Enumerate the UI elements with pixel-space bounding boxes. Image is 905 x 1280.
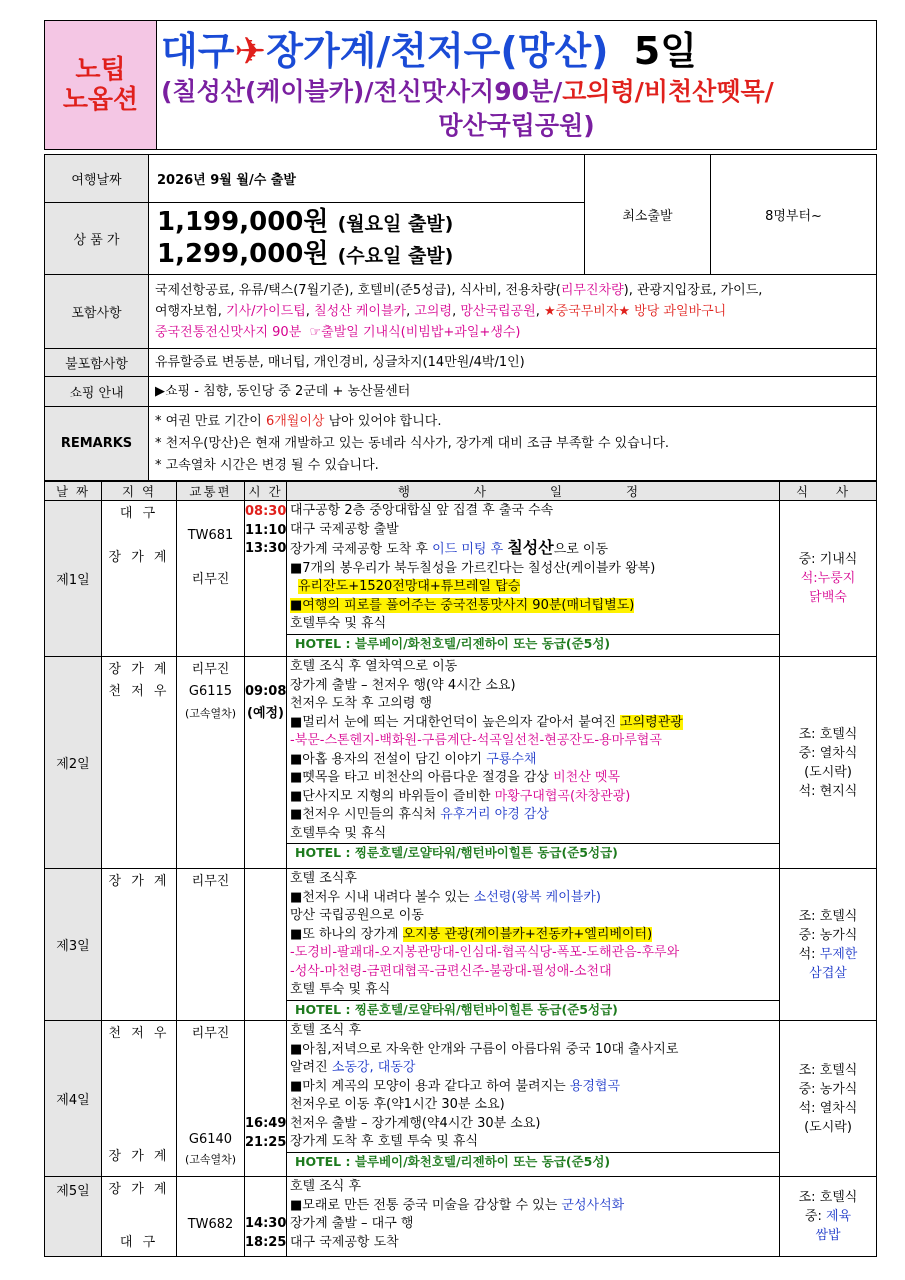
day-transport: TW681 리무진 [177,501,245,657]
day-meals: 조: 호텔식 중: 농가식 석: 열차식 (도시락) [780,1021,877,1177]
day-times: 09:08 (예정) [245,657,287,869]
day-meals: 조: 호텔식 중: 열차식 (도시락) 석: 현지식 [780,657,877,869]
airplane-icon: ✈ [234,29,267,73]
main-title [161,27,872,75]
schedule-table [44,481,877,1257]
itinerary-document [44,20,877,1257]
day-2-row [45,657,877,869]
day-meals: 조: 호텔식 중: 농가식 석: 무제한 삼겹살 [780,869,877,1021]
day-label: 제2일 [45,657,102,869]
day-times: 16:49 21:25 [245,1021,287,1177]
day-plan: 호텔 조식 후 ■모래로 만든 전통 중국 미술을 감상할 수 있는 군성사석화 장가계 출발 – 대구 행 대구 국제공항 도착 [287,1177,780,1257]
day-4-row [45,1021,877,1177]
day-times: 14:30 18:25 [245,1177,287,1257]
day-3-row [45,869,877,1021]
day-label: 제5일 [45,1177,102,1257]
day-label: 제1일 [45,501,102,657]
info-table [44,154,877,481]
price-wednesday: 1,299,000원 (수요일 출발) [157,238,454,269]
day-transport: TW682 [177,1177,245,1257]
day-1-row [45,501,877,657]
day-region: 장 가 계 대 구 [102,1177,177,1257]
day-label: 제3일 [45,869,102,1021]
subtitle-part-a: (칠성산(케이블카)/전신맛사지90분/ [161,77,563,106]
price-monday: 1,199,000원 (월요일 출발) [157,206,454,237]
day-plan: 호텔 조식 후 ■아침,저녁으로 자욱한 안개와 구름이 아름다워 중국 10대 출사지로 알려진 소동강, 대동강 ■마치 계곡의 모양이 용과 같다고 하여 불려지는 용경협곡 천저우로 이동 후(약1시간 30분 소요) 천저우 출발 – 장가계행(약4시간 30분 소요) 장가계 도착 후 호텔 투숙 및 휴식 HOTEL : 블루베이/화천호텔/리젠하이 또는 동급(준5성) [287,1021,780,1177]
day-plan: 대구공항 2층 중앙대합실 앞 집결 후 출국 수속 대구 국제공항 출발 장가계 국제공항 도착 후 이드 미팅 후 칠성산으로 이동 ■7개의 봉우리가 북두칠성을 가르킨다는 칠성산(케이블카 왕복) 유리잔도+1520전망대+튜브레일 탑승 ■여행의 피로를 풀어주는 중국전통맛사지 90분(매너팁별도) 호텔투숙 및 휴식 HOTEL : 블루베이/화천호텔/리젠하이 또는 동급(준5성) [287,501,780,657]
excluded-value: 유류할증료 변동분, 매너팁, 개인경비, 싱글차지(14만원/4박/1인) [149,349,877,377]
day-transport: 리무진 [177,869,245,1021]
shopping-value: ▶쇼핑 - 침향, 동인당 중 2군데 + 농산물센터 [149,377,877,407]
day-meals: 중: 기내식 석:누룽지 닭백숙 [780,501,877,657]
day-hotel: HOTEL : 블루베이/화천호텔/리젠하이 또는 동급(준5성) [287,634,779,654]
day-transport: 리무진 G6115 (고속열차) [177,657,245,869]
day-times [245,869,287,1021]
day-plan: 호텔 조식 후 열차역으로 이동 장가계 출발 – 천저우 행(약 4시간 소요) 천저우 도착 후 고의령 행 ■멀리서 눈에 띄는 거대한언덕이 높은의자 같아서 붙여진 고의령관광 -북문-스톤헨지-백화원-구름계단-석곡일선천-현공잔도-용마루협곡 ■아홉 용자의 전설이 담긴 이야기 구룡수채 ■뗏목을 타고 비천산의 아름다운 절경을 감상 비천산 뗏목 ■단사지모 지형의 바위들이 즐비한 마황구대협곡(차창관광) ■천저우 시민들의 휴식처 유후거리 야경 감상 호텔투숙 및 휴식 HOTEL : 찡룬호텔/로얄타워/햄턴바이힐튼 동급(준5성급) [287,657,780,869]
subtitle-line1 [161,75,872,109]
schedule-header-row: 날 짜 지 역 교통편 시 간 행 사 일 정 식 사 [45,482,877,501]
shopping-label: 쇼핑 안내 [45,377,149,407]
price-label: 상 품 가 [45,203,149,275]
badge-line2: 노옵션 [62,85,139,115]
day-times: 08:30 11:10 13:30 [245,501,287,657]
included-label: 포함사항 [45,275,149,349]
subtitle-part-b: 고의령/비천산뗏목/ [562,77,774,106]
remarks-value: * 여권 만료 기간이 6개월이상 남아 있어야 합니다. * 천저우(망산)은 현재 개발하고 있는 동네라 식사가, 장가계 대비 조금 부족할 수 있습니다. * 고속열차 시간은 변경 될 수 있습니다. [149,407,877,481]
day-region: 장 가 계 천 저 우 [102,657,177,869]
day-region: 대 구 장 가 계 [102,501,177,657]
included-value: 국제선항공료, 유류/택스(7월기준), 호텔비(준5성급), 식사비, 전용차량(리무진차량), 관광지입장료, 가이드, 여행자보험, 기사/가이드팁, 칠성산 케이블카, 고의령, 망산국립공원, ★중국무비자★ 방당 과일바구니 중국전통전신맛사지 90분 ☞출발일 기내식(비빔밥+과일+생수) [149,275,877,349]
day-meals: 조: 호텔식 중: 제육 쌈밥 [780,1177,877,1257]
min-depart-value: 8명부터~ [711,155,877,275]
day-region: 장 가 계 [102,869,177,1021]
title-header [44,20,877,150]
title-duration: 5일 [633,29,697,73]
title-cell [157,21,877,150]
title-destination: 장가계/천저우(망산) [266,29,609,73]
subtitle-line2: 망산국립공원) [438,111,595,140]
remarks-label: REMARKS [45,407,149,481]
date-value: 2026년 9월 월/수 출발 [149,155,585,203]
day-hotel: HOTEL : 블루베이/화천호텔/리젠하이 또는 동급(준5성) [287,1152,779,1172]
excluded-label: 불포함사항 [45,349,149,377]
day-5-row [45,1177,877,1257]
no-tip-no-option-badge [45,21,157,150]
day-hotel: HOTEL : 찡룬호텔/로얄타워/햄턴바이힐튼 동급(준5성급) [287,843,779,863]
day-label: 제4일 [45,1021,102,1177]
day-region: 천 저 우 장 가 계 [102,1021,177,1177]
day-plan: 호텔 조식후 ■천저우 시내 내려다 볼수 있는 소선령(왕복 케이블카) 망산 국립공원으로 이동 ■또 하나의 장가계 오지봉 관광(케이블카+전동카+엘리베이터) -도경비-팔괘대-오지봉관망대-인심대-협곡식당-폭포-도해관음-후루와 -성삭-마천령-금편대협곡-금편신주-불광대-필성애-소천대 호텔 투숙 및 휴식 HOTEL : 찡룬호텔/로얄타워/햄턴바이힐튼 동급(준5성급) [287,869,780,1021]
min-depart-label: 최소출발 [585,155,711,275]
title-origin: 대구 [161,29,235,73]
price-cell [149,203,585,275]
badge-line1: 노팁 [75,55,126,85]
day-transport: 리무진 G6140 (고속열차) [177,1021,245,1177]
day-hotel: HOTEL : 찡룬호텔/로얄타워/햄턴바이힐튼 동급(준5성급) [287,1000,779,1020]
date-label: 여행날짜 [45,155,149,203]
